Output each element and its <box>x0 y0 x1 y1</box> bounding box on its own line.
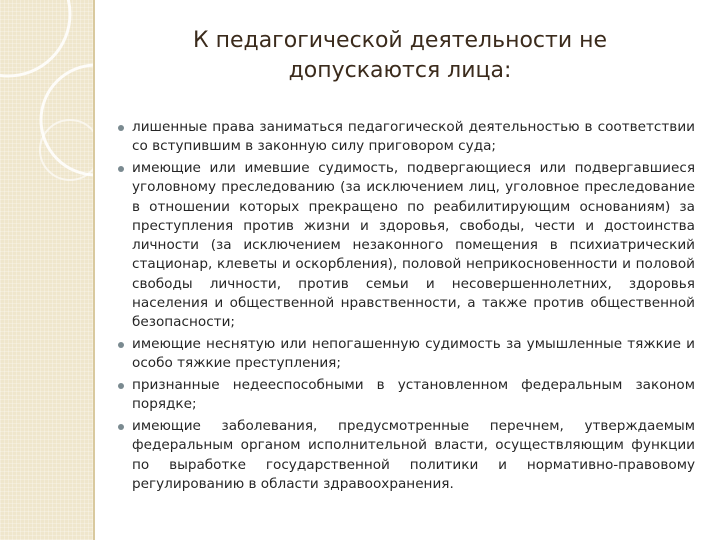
decorative-side-panel <box>0 0 93 540</box>
list-item <box>117 376 695 415</box>
list-item <box>117 417 695 494</box>
decorative-circles <box>0 0 93 540</box>
list-item <box>117 335 695 374</box>
list-item-text: имеющие заболевания, предусмотренные перечнем, утверждаемым федеральным органом исполнительной власти, осуществляющим функции по выработке государственной политики и нормативно-правовому регулированию в области здравоохранения. <box>132 418 695 492</box>
list-item-text: имеющие или имевшие судимость, подвергающиеся или подвергавшиеся уголовному преследованию (за исключением лиц, уголовное преследование в отношении которых прекращено по реабилитирующим основаниям) за преступления против жизни и здоровья, свободы, чести и достоинства личности (за исключением незаконного помещения в психиатрический стационар, клеветы и оскорбления), половой неприкосновенности и половой свободы личности, против семьи и несовершеннолетних, здоровья населения и общественной нравственности, а также против общественной безопасности; <box>132 159 695 331</box>
title-line-2: допускаются лица: <box>288 58 512 83</box>
slide-title <box>130 26 670 86</box>
bullet-list <box>117 118 695 497</box>
title-line-1: К педагогической деятельности не <box>192 28 608 53</box>
bullet-dot-icon <box>118 125 124 131</box>
bullet-dot-icon <box>118 424 124 430</box>
list-item-text: признанные недееспособными в установленном федеральным законом порядке; <box>132 377 695 413</box>
bullet-dot-icon <box>118 166 124 172</box>
side-divider-line <box>93 0 95 540</box>
list-item <box>117 159 695 333</box>
list-item <box>117 118 695 157</box>
bullet-dot-icon <box>118 383 124 389</box>
bullet-dot-icon <box>118 342 124 348</box>
list-item-text: имеющие неснятую или непогашенную судимость за умышленные тяжкие и особо тяжкие преступления; <box>132 336 695 372</box>
list-item-text: лишенные права заниматься педагогической деятельностью в соответствии со вступившим в законную силу приговором суда; <box>132 119 695 155</box>
